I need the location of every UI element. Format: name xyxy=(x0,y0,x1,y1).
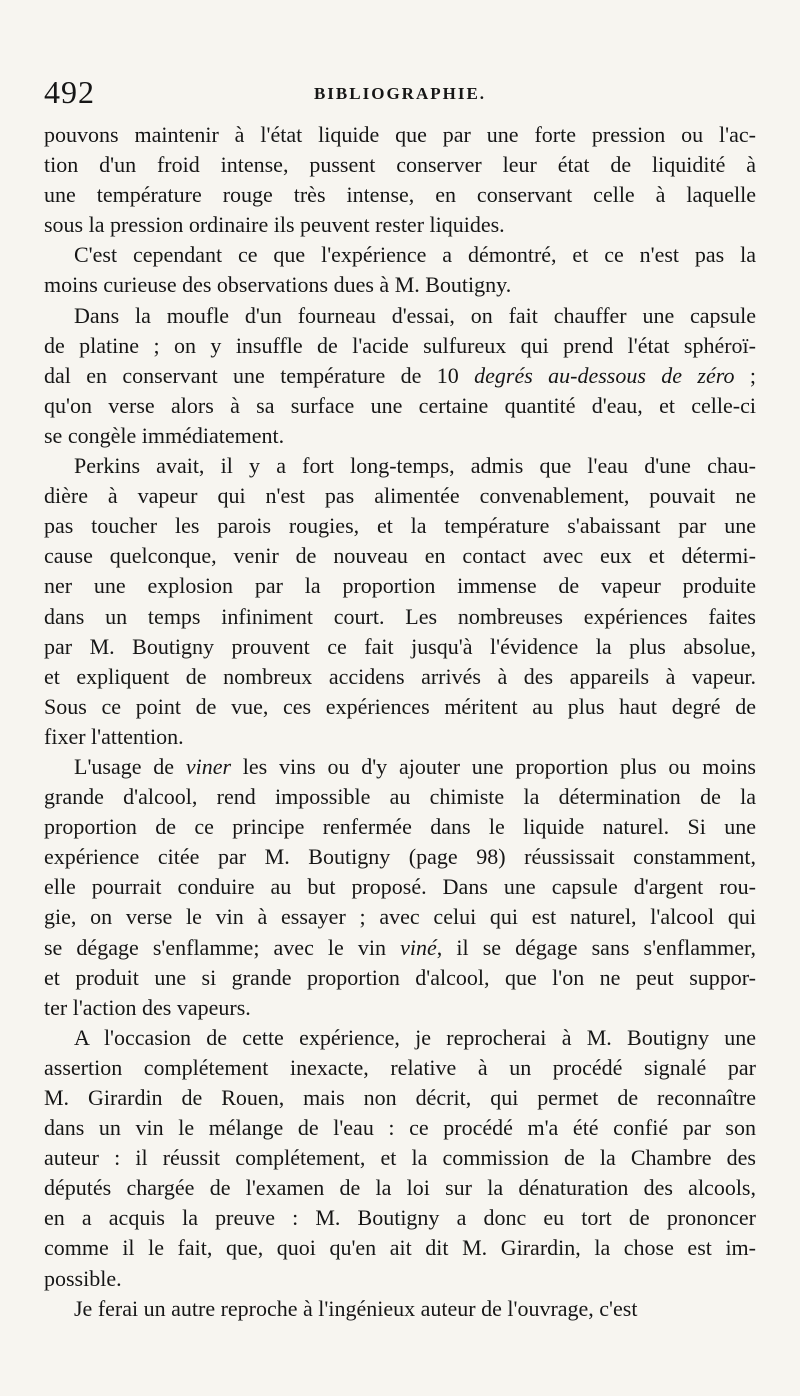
text-line: ter l'action des vapeurs. xyxy=(44,994,251,1020)
text-line: proportion de ce principe renfermée dans le liquide naturel. Si une xyxy=(44,814,756,840)
text-line: sous la pression ordinaire ils peuvent rester liquides. xyxy=(44,212,505,238)
text-line: en a acquis la preuve : M. Boutigny a donc eu tort de prononcer xyxy=(44,1205,756,1231)
text-line: M. Girardin de Rouen, mais non décrit, qui permet de reconnaître xyxy=(44,1085,756,1110)
text-line: Sous ce point de vue, ces expériences méritent au plus haut degré de xyxy=(44,693,756,719)
text-line: et expliquent de nombreux accidens arrivés à des appareils à vapeur. xyxy=(44,663,756,689)
text-line: possible. xyxy=(44,1265,122,1291)
text-line: cause quelconque, venir de nouveau en contact avec eux et détermi- xyxy=(44,543,756,569)
running-title: BIBLIOGRAPHIE. xyxy=(313,84,487,103)
text-line: de platine ; on y insuffle de l'acide sulfureux qui prend l'état sphéroï- xyxy=(44,332,756,358)
paragraph xyxy=(44,451,756,752)
paragraph xyxy=(44,1023,756,1294)
text-line: L'usage de viner les vins ou d'y ajouter une proportion plus ou moins xyxy=(74,753,756,779)
paragraph xyxy=(44,752,756,1023)
paragraph xyxy=(44,1294,756,1324)
text-line: par M. Boutigny prouvent ce fait jusqu'à l'évidence la plus absolue, xyxy=(44,633,756,659)
text-line: et produit une si grande proportion d'alcool, que l'on ne peut suppor- xyxy=(44,964,756,990)
text-line: dans un temps infiniment court. Les nombreuses expériences faites xyxy=(44,603,756,629)
text-line: députés chargée de l'examen de la loi sur la dénaturation des alcools, xyxy=(44,1175,756,1201)
text-line: Perkins avait, il y a fort long-temps, admis que l'eau d'une chau- xyxy=(74,453,756,479)
text-line: ner une explosion par la proportion immense de vapeur produite xyxy=(44,573,756,599)
text-line: Dans la moufle d'un fourneau d'essai, on fait chauffer une capsule xyxy=(74,302,756,328)
text-line: dière à vapeur qui n'est pas alimentée convenablement, pouvait ne xyxy=(44,483,756,509)
text-line: pouvons maintenir à l'état liquide que par une forte pression ou l'ac- xyxy=(44,122,756,147)
text-line: tion d'un froid intense, pussent conserver leur état de liquidité à xyxy=(44,152,756,178)
text-line: moins curieuse des observations dues à M. Boutigny. xyxy=(44,272,512,298)
text-line: une température rouge très intense, en conservant celle à laquelle xyxy=(44,182,756,208)
text-line: expérience citée par M. Boutigny (page 98) réussissait constamment, xyxy=(44,844,756,870)
page-header xyxy=(44,74,756,114)
text-line: se congèle immédiatement. xyxy=(44,422,285,448)
paragraph xyxy=(44,240,756,300)
text-line: A l'occasion de cette expérience, je reprocherai à M. Boutigny une xyxy=(74,1024,756,1050)
text-line: elle pourrait conduire au but proposé. Dans une capsule d'argent rou- xyxy=(44,874,756,900)
text-line: fixer l'attention. xyxy=(44,723,184,749)
text-line: se dégage s'enflamme; avec le vin viné, il se dégage sans s'enflammer, xyxy=(44,934,756,960)
paragraph xyxy=(44,120,756,240)
text-line: auteur : il réussit complétement, et la commission de la Chambre des xyxy=(44,1145,756,1171)
paragraph xyxy=(44,301,756,451)
text-line: gie, on verse le vin à essayer ; avec celui qui est naturel, l'alcool qui xyxy=(44,904,756,930)
text-line: qu'on verse alors à sa surface une certaine quantité d'eau, et celle-ci xyxy=(44,392,756,418)
text-line: pas toucher les parois rougies, et la température s'abaissant par une xyxy=(44,513,756,539)
text-line: dans un vin le mélange de l'eau : ce procédé m'a été confié par son xyxy=(44,1115,756,1141)
text-line: Je ferai un autre reproche à l'ingénieux auteur de l'ouvrage, c'est xyxy=(74,1295,638,1321)
text-line: dal en conservant une température de 10 degrés au-dessous de zéro ; xyxy=(44,362,756,388)
text-line: grande d'alcool, rend impossible au chimiste la détermination de la xyxy=(44,784,756,810)
body-text xyxy=(44,120,756,1324)
text-line: comme il le fait, que, quoi qu'en ait dit M. Girardin, la chose est im- xyxy=(44,1235,756,1261)
page-number: 492 xyxy=(44,74,95,110)
text-line: assertion complétement inexacte, relative à un procédé signalé par xyxy=(44,1054,756,1080)
text-line: C'est cependant ce que l'expérience a démontré, et ce n'est pas la xyxy=(74,242,756,268)
